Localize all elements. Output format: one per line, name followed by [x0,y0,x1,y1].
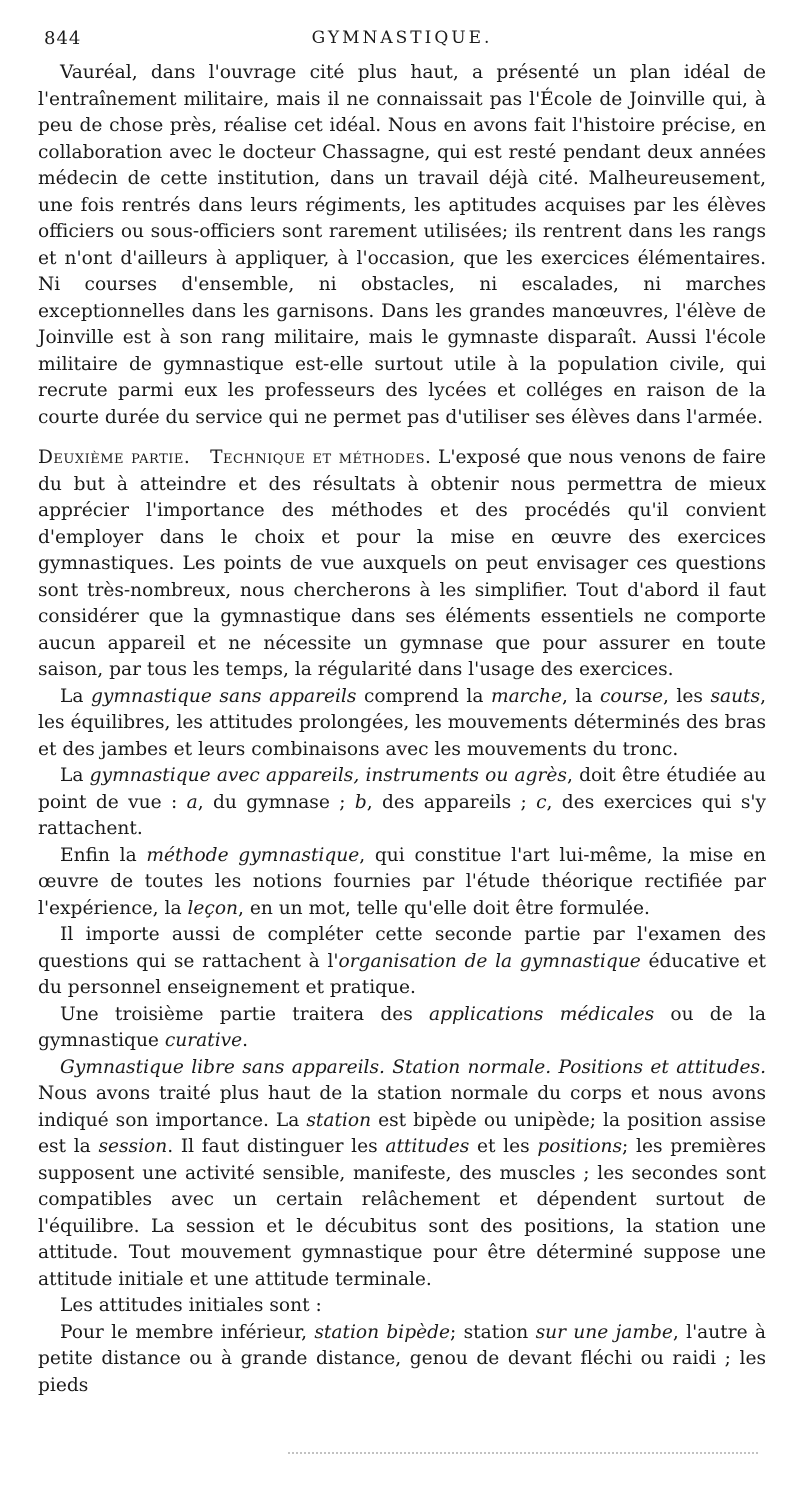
paragraph-sans-appareils: La gymnastique sans appareils comprend la marche, la course, les sauts, les équilibres, les attitudes prolongées, les mouvements déterminés des bras et des jambes et leurs combinaisons avec les mouvements du tronc. [38,685,766,760]
paragraph-troisieme-partie: Une troisième partie traitera des applications médicales ou de la gymnastique curative. [38,1003,766,1051]
print-bleed-marks [288,1452,758,1458]
paragraph-joinville: Vauréal, dans l'ouvrage cité plus haut, a présenté un plan idéal de l'entraînement militaire, mais il ne connaissait pas l'École de Joinville qui, à peu de chose près, réalise cet idéal. Nous en avons fait l'histoire précise, en collaboration avec le docteur Chassagne, qui est resté pendant deux années médecin de cette institution, dans un travail déjà cité. Malheureusement, une fois rentrés dans leurs régiments, les aptitudes acquises par les élèves officiers ou sous-officiers sont rarement utilisées; ils rentrent dans les rangs et n'ont d'ailleurs à appliquer, à l'occasion, que les exercices élémentaires. Ni courses d'ensemble, ni obstacles, ni escalades, ni marches exceptionnelles dans les garnisons. Dans les grandes manœuvres, l'élève de Joinville est à son rang militaire, mais le gymnaste disparaît. Aussi l'école militaire de gymnastique est-elle surtout utile à la population civile, qui recrute parmi eux les professeurs des lycées et colléges en raison de la courte durée du service qui ne permet pas d'utiliser ses élèves dans l'armée. [38,62,766,428]
section-heading-title: Technique et méthodes. [210,447,432,468]
paragraph-avec-appareils: La gymnastique avec appareils, instruments ou agrès, doit être étudiée au point de vue : a, du gymnase ; b, des appareils ; c, des exercices qui s'y rattachent. [38,765,767,839]
paragraph-membre-inferieur: Pour le membre inférieur, station bipède; station sur une jambe, l'autre à petite distance ou à grande distance, genou de devant fléchi ou raidi ; les pieds [38,1321,766,1396]
section-heading-part: Deuxième partie. [38,447,191,468]
paragraph-part-two-intro: Deuxième partie. Technique et méthodes. L'exposé que nous venons de faire du but à atteindre et des résultats à obtenir nous permettra de mieux apprécier l'importance des méthodes et des procédés qu'il convient d'employer dans le choix et pour la mise en œuvre des exercices gymnastiques. Les points de vue auxquels on peut envisager ces questions sont très-nombreux, nous chercherons à les simplifier. Tout d'abord il faut considérer que la gymnastique dans ses éléments essentiels ne comporte aucun appareil et ne nécessite un gymnase que pour assurer en toute saison, par tous les temps, la régularité dans l'usage des exercices. [38,447,767,680]
running-title: GYMNASTIQUE. [311,28,493,48]
paragraph-attitudes-initiales: Les attitudes initiales sont : [60,1295,322,1316]
paragraph-organisation: Il importe aussi de compléter cette seconde partie par l'examen des questions qui se rattachent à l'organisation de la gymnastique éducative et du personnel enseignement et pratique. [38,924,766,998]
book-page [38,28,766,1399]
paragraph-methode: Enfin la méthode gymnastique, qui constitue l'art lui-même, la mise en œuvre de toutes les notions fournies par l'étude théorique rectifiée par l'expérience, la leçon, en un mot, telle qu'elle doit être formulée. [38,844,767,919]
page-number: 844 [44,28,82,49]
page-header [38,28,766,60]
paragraph-station-normale: Gymnastique libre sans appareils. Station normale. Positions et attitudes. Nous avons traité plus haut de la station normale du corps et nous avons indiqué son importance. La station est bipède ou unipède; la position assise est la session. Il faut distinguer les attitudes et les positions; les premières supposent une activité sensible, manifeste, des muscles ; les secondes sont compatibles avec un certain relâchement et dépendent surtout de l'équilibre. La session et le décubitus sont des positions, la station une attitude. Tout mouvement gymnastique pour être déterminé suppose une attitude initiale et une attitude terminale. [38,1056,767,1290]
section-gap [38,431,766,445]
